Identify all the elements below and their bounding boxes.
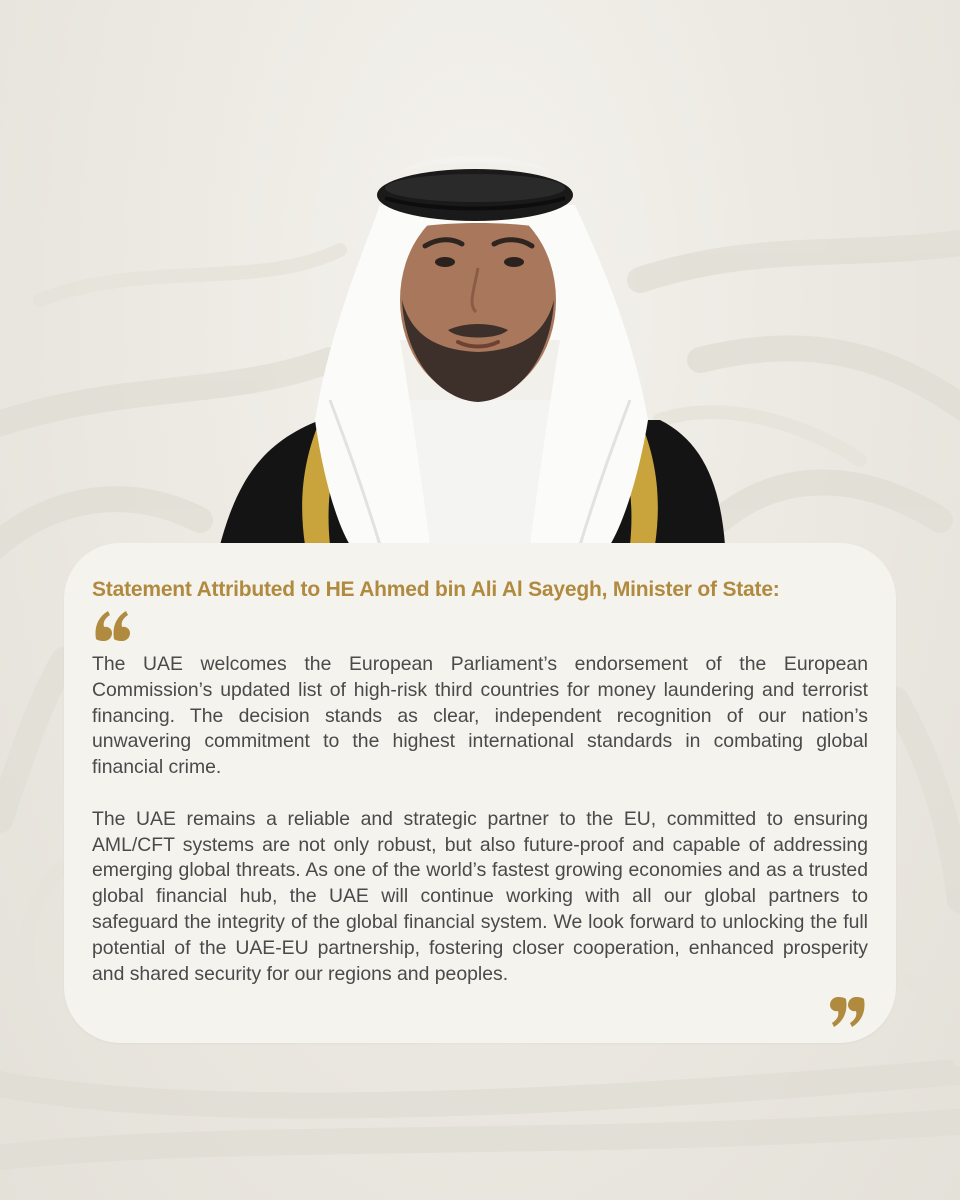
statement-paragraph: The UAE welcomes the European Parliament’s endorsement of the European Commission’s updated list of high-risk third countries for money laundering and terrorist financing. The decision stands as clear, independent recognition of our nation’s unwavering commitment to the highest international standards in combating global financial crime. bbox=[92, 653, 868, 779]
open-quote-icon bbox=[92, 609, 132, 643]
statement-paragraph: The UAE remains a reliable and strategic partner to the EU, committed to ensuring AML/CFT systems are not only robust, but also future-proof and capable of addressing emerging global threats. As one of the world’s fastest growing economies and as a trusted global financial hub, the UAE will continue working with all our global partners to safeguard the integrity of the global financial system. We look forward to unlocking the full potential of the UAE-EU partnership, fostering closer cooperation, enhanced prosperity and shared security for our regions and peoples. bbox=[92, 807, 868, 985]
statement-body bbox=[92, 652, 868, 987]
statement-title: Statement Attributed to HE Ahmed bin Ali Al Sayegh, Minister of State: bbox=[92, 578, 780, 601]
close-quote-icon bbox=[828, 995, 868, 1029]
minister-portrait bbox=[0, 0, 960, 560]
portrait-image bbox=[0, 0, 960, 560]
